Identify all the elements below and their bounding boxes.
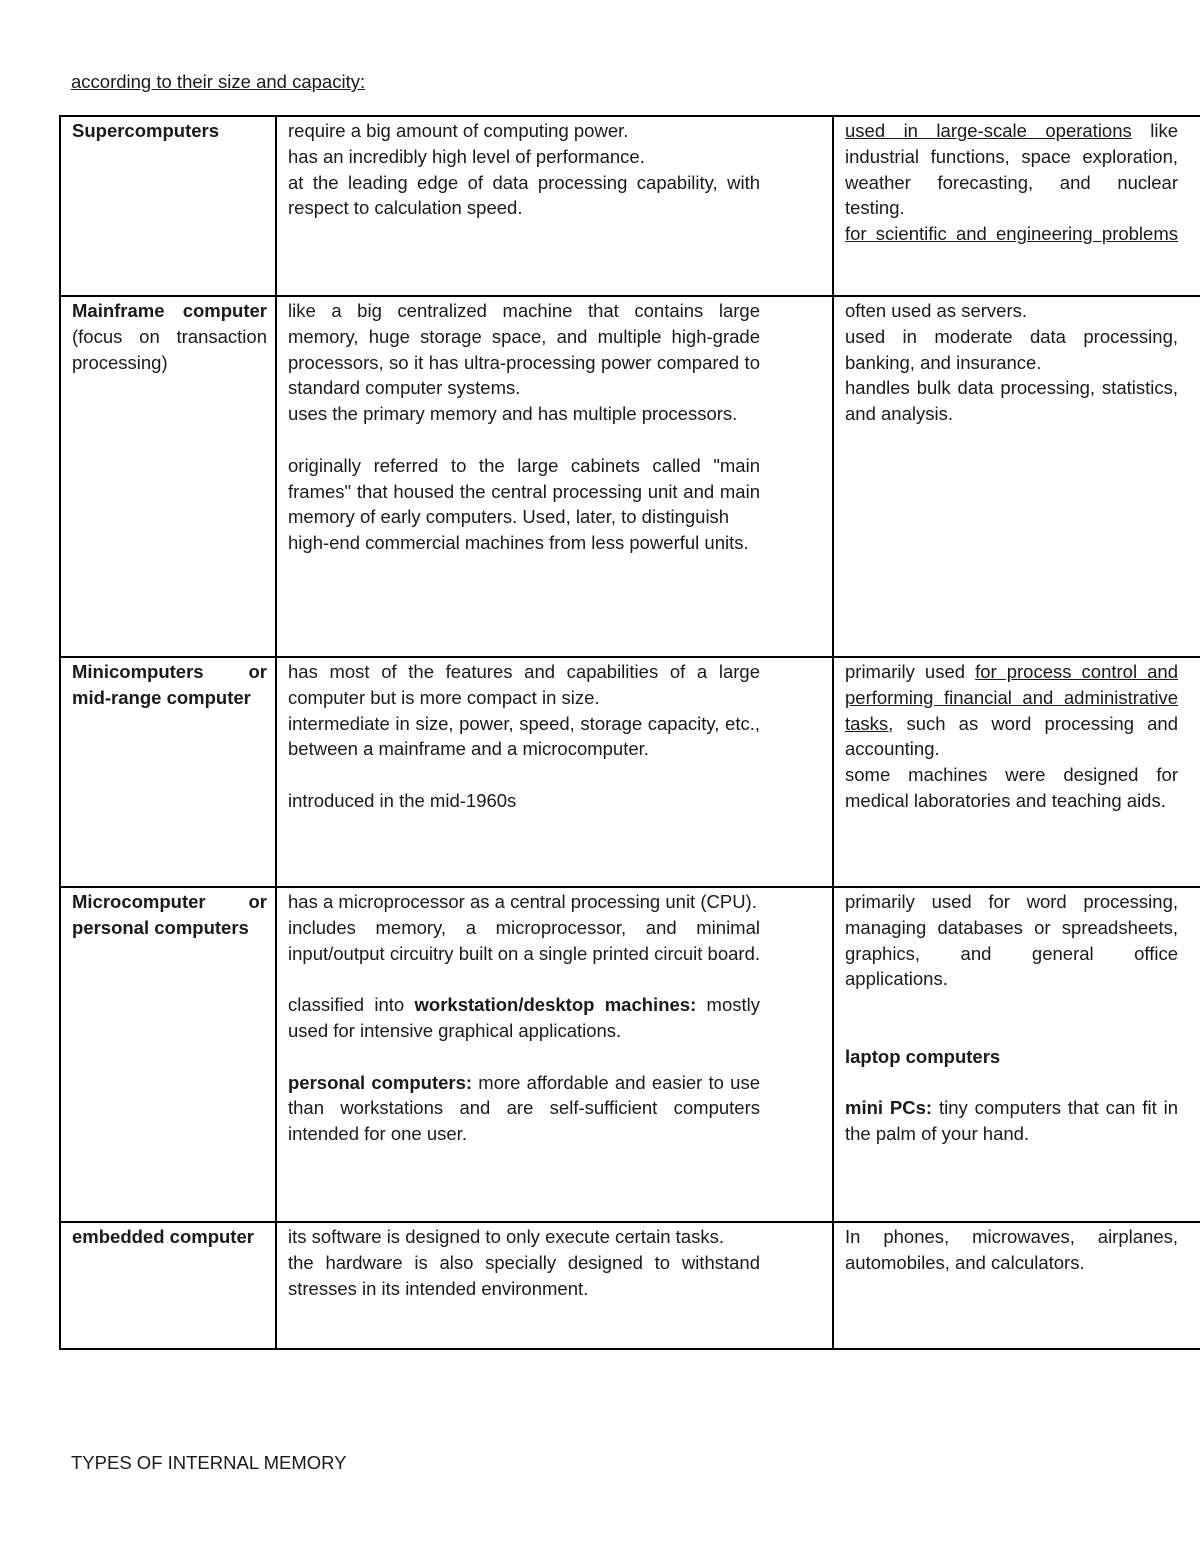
row-description-cell	[276, 296, 833, 657]
uses-line: handles bulk data processing, statistics, and analysis.	[845, 377, 1178, 425]
row-uses-cell	[833, 116, 1200, 296]
underlined-text: for scientific and engineering problems	[845, 223, 1178, 245]
desc-text: more affordable and easier to use than workstations and are self-sufficient computers intended for one user.	[288, 1071, 760, 1145]
row-description-cell	[276, 1222, 833, 1349]
underlined-text: for process control and performing financial and administrative tasks,	[845, 661, 1178, 734]
bold-term: workstation/desktop machines:	[414, 994, 697, 1016]
computer-types-table	[59, 115, 1200, 1350]
desc-line: has an incredibly high level of performance.	[288, 145, 645, 167]
row-name-cell	[60, 887, 276, 1222]
bold-term: laptop computers	[845, 1045, 1001, 1067]
uses-text: primarily used	[845, 661, 976, 682]
uses-line	[845, 1044, 1178, 1070]
uses-line: primarily used for word processing, managing databases or spreadsheets, graphics, and general office applications.	[845, 891, 1178, 990]
uses-line	[845, 1095, 1178, 1147]
uses-line: some machines were designed for medical laboratories and teaching aids.	[845, 764, 1178, 811]
desc-line: introduced in the mid-1960s	[288, 789, 517, 811]
bold-term: personal computers:	[288, 1071, 473, 1093]
row-name: Minicomputers or mid-range computer	[72, 661, 267, 708]
row-description-cell	[276, 657, 833, 887]
row-uses-cell	[833, 657, 1200, 887]
row-name: Microcomputer or personal computers	[72, 891, 267, 938]
row-description-cell	[276, 887, 833, 1222]
page-heading: according to their size and capacity:	[71, 71, 366, 92]
desc-line: intermediate in size, power, speed, storage capacity, etc., between a mainframe and a microcomputer.	[288, 712, 760, 760]
uses-line	[845, 659, 1178, 762]
row-uses-cell	[833, 1222, 1200, 1349]
row-name-note: (focus on transaction processing)	[72, 325, 267, 373]
desc-line: like a big centralized machine that contains large memory, huge storage space, and multiple high-grade processors, so it has ultra-processing power compared to standard computer systems.	[288, 300, 760, 399]
desc-line: uses the primary memory and has multiple processors.	[288, 403, 738, 425]
desc-line: originally referred to the large cabinets called "main frames" that housed the central processing unit and main memory of early computers. Used, later, to distinguish	[288, 454, 760, 528]
row-description-cell	[276, 116, 833, 296]
desc-line: includes memory, a microprocessor, and minimal input/output circuitry built on a single printed circuit board.	[288, 916, 761, 964]
underlined-text: used in large-scale operations	[845, 120, 1132, 141]
desc-line: has a microprocessor as a central processing unit (CPU).	[288, 891, 757, 912]
desc-line: require a big amount of computing power.	[288, 120, 629, 141]
table-row-supercomputers	[60, 116, 1200, 296]
uses-text: like industrial functions, space exploration, weather forecasting, and nuclear testing.	[845, 120, 1178, 219]
uses-line	[845, 221, 1178, 247]
row-name-cell	[60, 657, 276, 887]
table-row-mainframe	[60, 296, 1200, 657]
bold-term: mini PCs:	[845, 1097, 933, 1119]
desc-line: the hardware is also specially designed to withstand stresses in its intended environment.	[288, 1251, 760, 1299]
row-name-cell	[60, 116, 276, 296]
row-name: Supercomputers	[72, 120, 220, 141]
uses-line: used in moderate data processing, banking, and insurance.	[845, 325, 1178, 373]
row-name-cell	[60, 296, 276, 657]
row-uses-cell	[833, 887, 1200, 1222]
uses-text: tiny computers that can fit in the palm of your hand.	[845, 1097, 1178, 1145]
desc-line	[288, 992, 760, 1044]
uses-line	[845, 118, 1178, 221]
section-heading-internal-memory: TYPES OF INTERNAL MEMORY	[71, 1452, 347, 1473]
desc-line: its software is designed to only execute certain tasks.	[288, 1226, 724, 1247]
desc-line: high-end commercial machines from less powerful units.	[288, 532, 749, 554]
desc-line: at the leading edge of data processing capability, with respect to calculation speed.	[288, 171, 760, 219]
desc-line: has most of the features and capabilities of a large computer but is more compact in size.	[288, 661, 760, 708]
row-name-cell	[60, 1222, 276, 1349]
desc-line	[288, 1070, 760, 1147]
desc-text: classified into	[288, 994, 415, 1016]
uses-line: often used as servers.	[845, 300, 1028, 321]
table-row-minicomputers	[60, 657, 1200, 887]
row-name: Mainframe computer	[72, 300, 267, 321]
uses-line: In phones, microwaves, airplanes, automobiles, and calculators.	[845, 1226, 1178, 1273]
desc-text: mostly used for intensive graphical applications.	[288, 994, 760, 1041]
table-row-embedded	[60, 1222, 1200, 1349]
table-row-microcomputers	[60, 887, 1200, 1222]
uses-text: such as word processing and accounting.	[845, 712, 1178, 760]
row-uses-cell	[833, 296, 1200, 657]
row-name: embedded computer	[72, 1226, 254, 1247]
